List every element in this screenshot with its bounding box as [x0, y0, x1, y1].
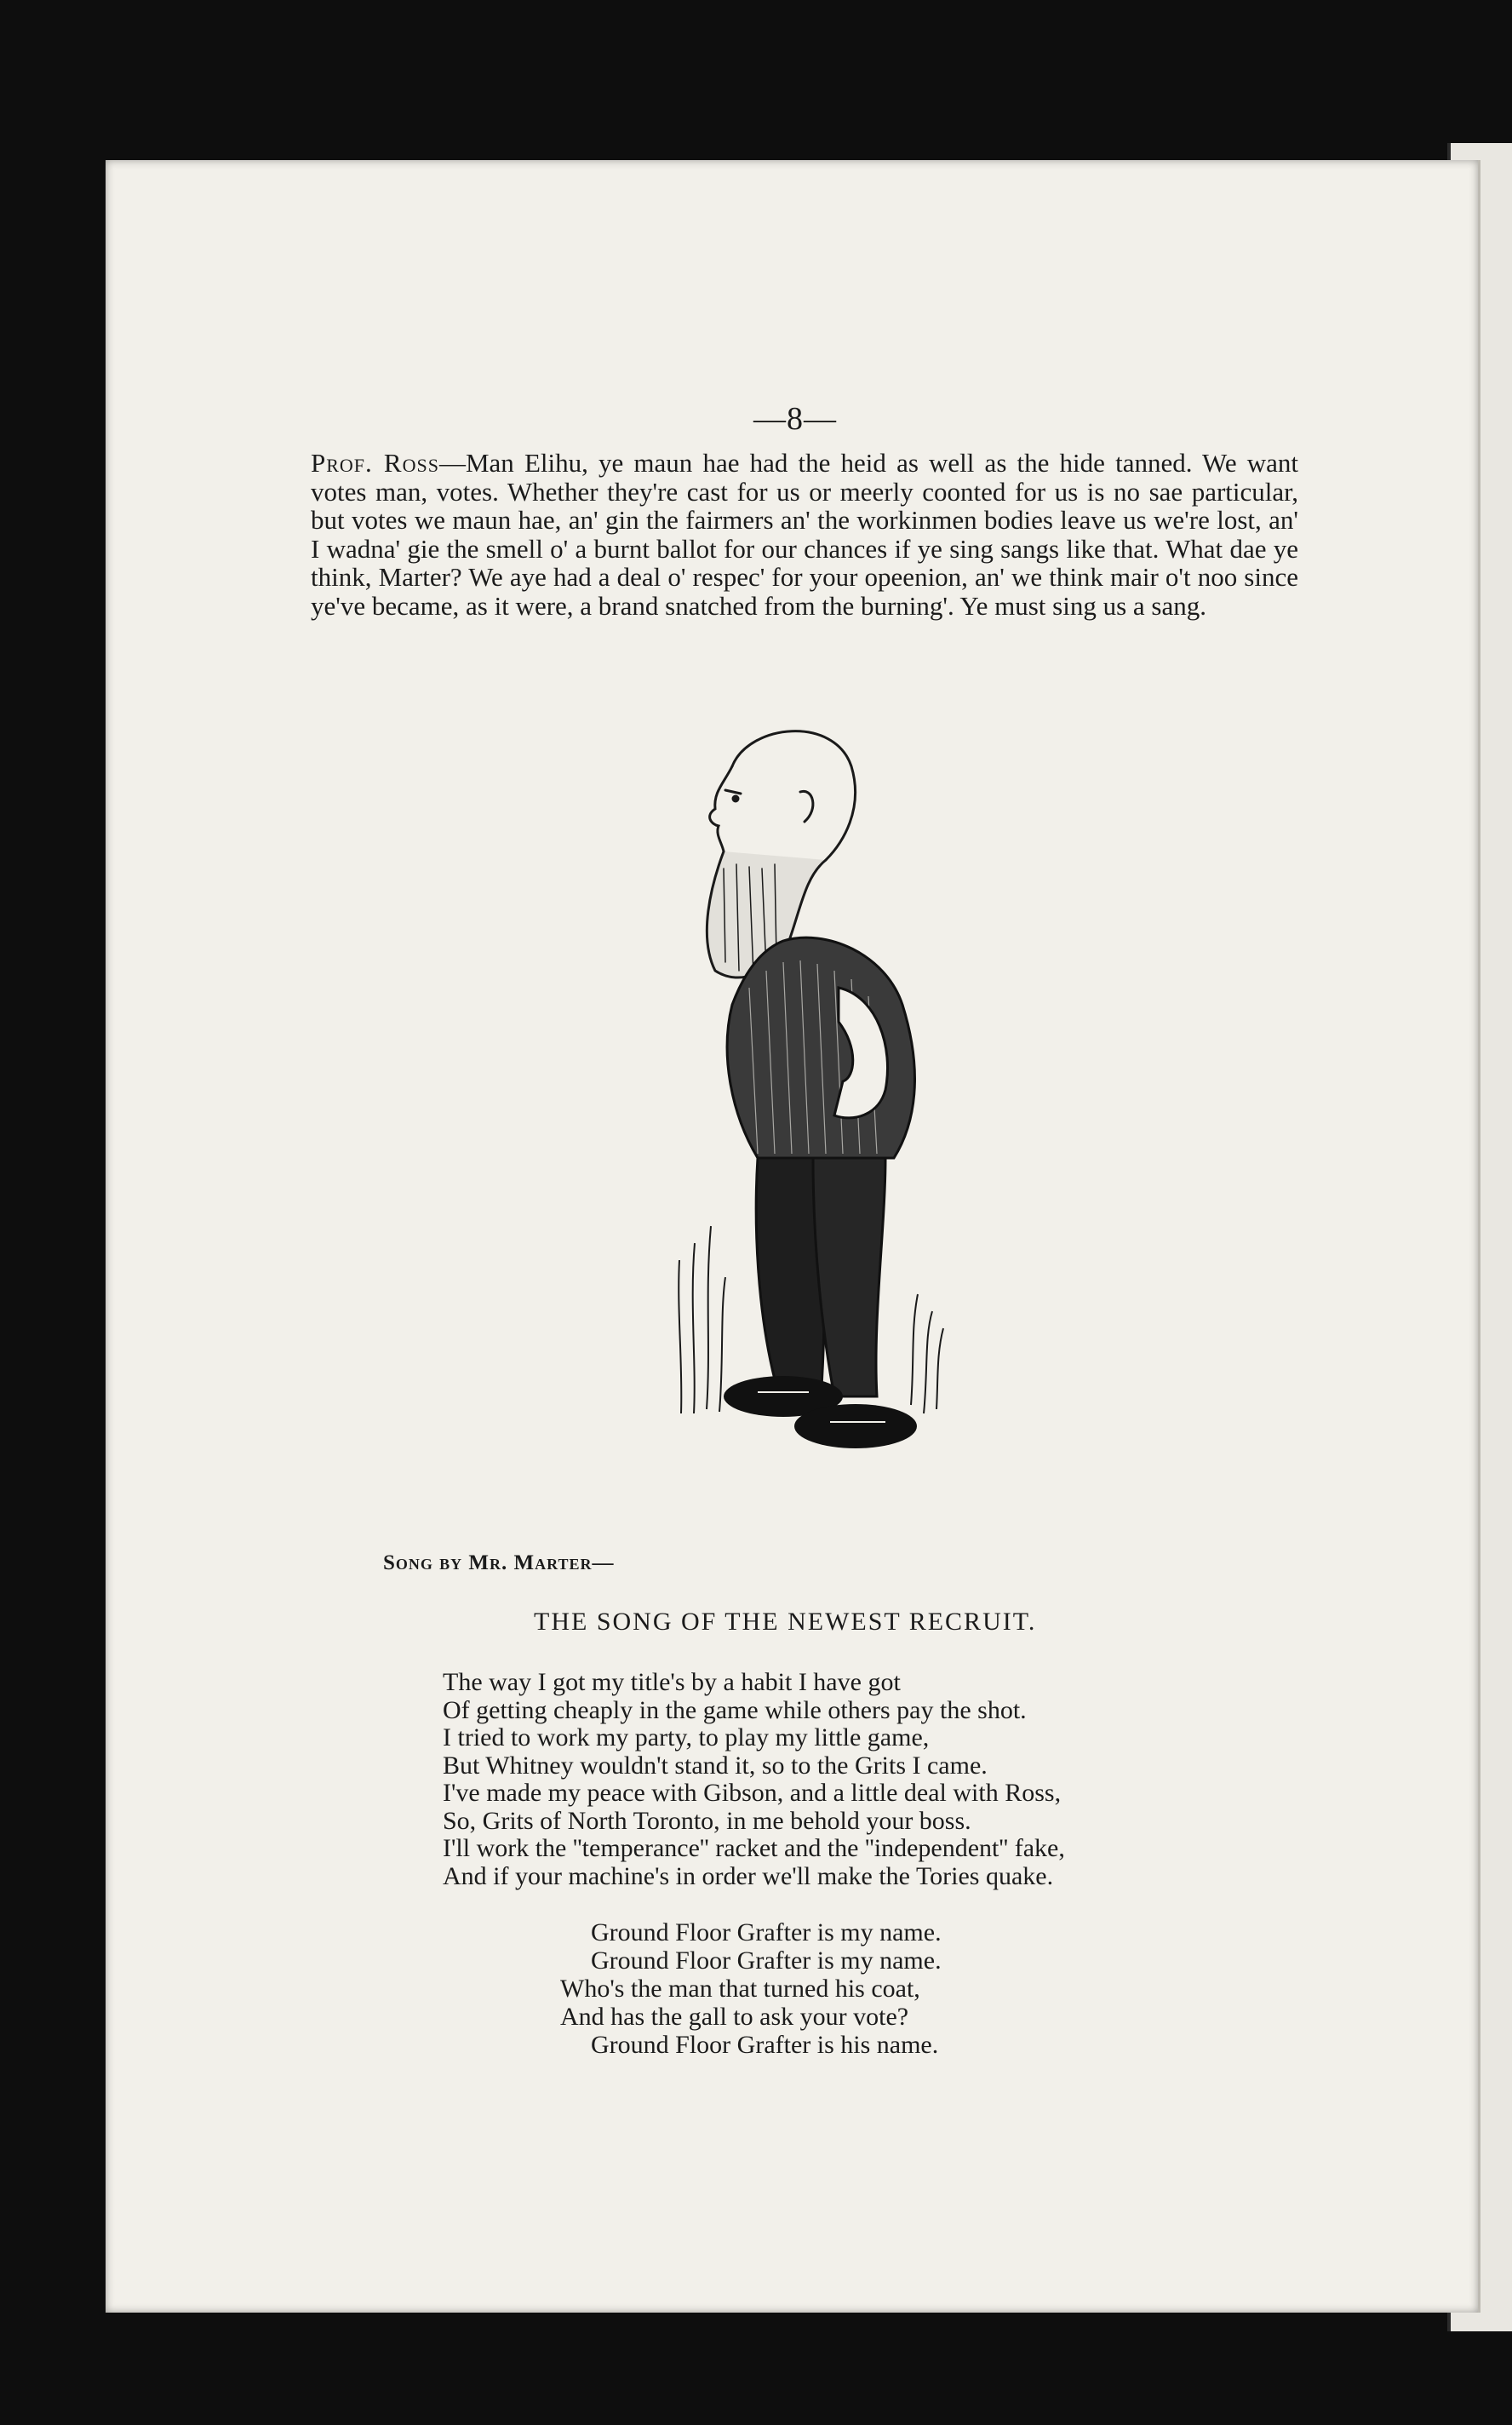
verse-line: But Whitney wouldn't stand it, so to the Grits I came.	[443, 1751, 988, 1780]
song-introduction: Song by Mr. Marter—	[383, 1551, 615, 1574]
verse-line: Of getting cheaply in the game while others pay the shot.	[443, 1695, 1027, 1724]
song-chorus	[560, 1918, 942, 2059]
verse-line: I've made my peace with Gibson, and a little deal with Ross,	[443, 1779, 1062, 1807]
speech-text: —Man Elihu, ye maun hae had the heid as well as the hide tanned. We want votes man, votes. Whether they're cast for us or meerly coonted for us is no sae particular, but votes we maun hae, an' gin the fairmers an' the workinmen bodies leave us we're lost, an' I wadna' gie the smell o' a burnt ballot for our chances if ye sing sangs like that. What dae ye think, Marter? We aye had a deal o' respec' for your opeenion, an' we think mair o't noo since ye've became, as it were, a brand snatched from the burning'. Ye must sing us a sang.	[311, 448, 1298, 621]
chorus-line: Who's the man that turned his coat,	[560, 1975, 920, 2003]
chorus-line: Ground Floor Grafter is his name.	[591, 2031, 939, 2059]
song-verse	[443, 1669, 1065, 1890]
verse-line: I tried to work my party, to play my little game,	[443, 1723, 930, 1751]
speech-paragraph	[311, 449, 1298, 621]
page-number: —8—	[753, 401, 837, 437]
caricature-illustration	[630, 715, 971, 1516]
chorus-line: And has the gall to ask your vote?	[560, 2003, 909, 2031]
song-title: THE SONG OF THE NEWEST RECRUIT.	[534, 1608, 1037, 1636]
chorus-line: Ground Floor Grafter is my name.	[591, 1946, 942, 1975]
chorus-line: Ground Floor Grafter is my name.	[591, 1918, 942, 1946]
speaker-name: Prof. Ross	[311, 448, 439, 478]
verse-line: So, Grits of North Toronto, in me behold your boss.	[443, 1806, 971, 1835]
verse-line: And if your machine's in order we'll make the Tories quake.	[443, 1861, 1054, 1890]
verse-line: The way I got my title's by a habit I have got	[443, 1668, 901, 1696]
verse-line: I'll work the ''temperance'' racket and the ''independent'' fake,	[443, 1834, 1065, 1862]
